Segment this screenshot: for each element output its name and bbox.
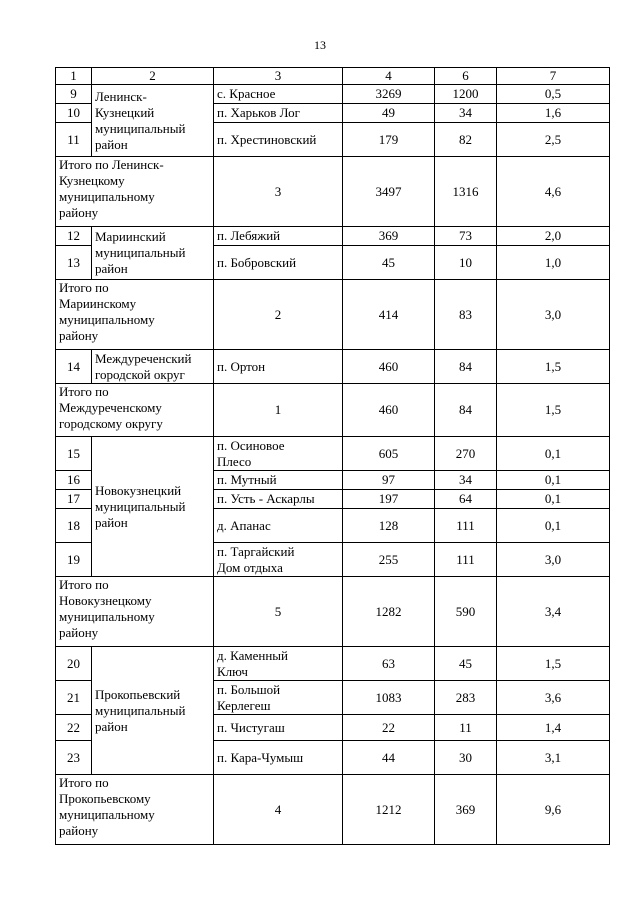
place-name: д. Апанас	[214, 509, 343, 543]
total-count: 1	[214, 384, 343, 437]
total-row	[56, 775, 610, 845]
total-col4: 3497	[343, 157, 435, 227]
col7-value: 1,4	[497, 715, 610, 741]
table-body	[56, 68, 610, 845]
place-name: п. Бобровский	[214, 246, 343, 280]
total-row	[56, 157, 610, 227]
total-row	[56, 384, 610, 437]
col7-value: 0,1	[497, 490, 610, 509]
place-name: п. Кара-Чумыш	[214, 741, 343, 775]
row-number: 10	[56, 104, 92, 123]
settlements-table	[55, 67, 610, 845]
row-number: 11	[56, 123, 92, 157]
col7-value: 1,6	[497, 104, 610, 123]
row-number: 14	[56, 350, 92, 384]
place-name: п. Большой Керлегеш	[214, 681, 343, 715]
row-number: 19	[56, 543, 92, 577]
header-cell: 3	[214, 68, 343, 85]
table-row	[56, 437, 610, 471]
row-number: 20	[56, 647, 92, 681]
table-row	[56, 227, 610, 246]
total-col7: 3,0	[497, 280, 610, 350]
col4-value: 45	[343, 246, 435, 280]
col6-value: 11	[435, 715, 497, 741]
row-number: 21	[56, 681, 92, 715]
col6-value: 84	[435, 350, 497, 384]
header-row	[56, 68, 610, 85]
col4-value: 63	[343, 647, 435, 681]
total-col6: 1316	[435, 157, 497, 227]
total-col7: 9,6	[497, 775, 610, 845]
col6-value: 10	[435, 246, 497, 280]
place-name: п. Чистугаш	[214, 715, 343, 741]
total-col7: 3,4	[497, 577, 610, 647]
total-count: 5	[214, 577, 343, 647]
district-name: Междуреченский городской округ	[92, 350, 214, 384]
row-number: 16	[56, 471, 92, 490]
col7-value: 3,6	[497, 681, 610, 715]
col7-value: 0,1	[497, 509, 610, 543]
total-col6: 83	[435, 280, 497, 350]
col7-value: 0,1	[497, 437, 610, 471]
district-name: Новокузнецкий муниципальный район	[92, 437, 214, 577]
row-number: 23	[56, 741, 92, 775]
col7-value: 1,5	[497, 350, 610, 384]
col4-value: 3269	[343, 85, 435, 104]
header-cell: 6	[435, 68, 497, 85]
col4-value: 179	[343, 123, 435, 157]
col4-value: 197	[343, 490, 435, 509]
total-count: 4	[214, 775, 343, 845]
place-name: п. Ортон	[214, 350, 343, 384]
col4-value: 22	[343, 715, 435, 741]
col7-value: 0,1	[497, 471, 610, 490]
total-label: Итого по Ленинск- Кузнецкому муниципальному району	[56, 157, 214, 227]
col6-value: 111	[435, 509, 497, 543]
total-col4: 460	[343, 384, 435, 437]
row-number: 9	[56, 85, 92, 104]
col6-value: 73	[435, 227, 497, 246]
col6-value: 64	[435, 490, 497, 509]
col6-value: 283	[435, 681, 497, 715]
total-col6: 369	[435, 775, 497, 845]
header-cell: 1	[56, 68, 92, 85]
col6-value: 45	[435, 647, 497, 681]
col6-value: 82	[435, 123, 497, 157]
col4-value: 255	[343, 543, 435, 577]
col7-value: 2,5	[497, 123, 610, 157]
col6-value: 111	[435, 543, 497, 577]
header-cell: 4	[343, 68, 435, 85]
total-col6: 590	[435, 577, 497, 647]
place-name: д. Каменный Ключ	[214, 647, 343, 681]
row-number: 18	[56, 509, 92, 543]
place-name: п. Таргайский Дом отдыха	[214, 543, 343, 577]
col4-value: 1083	[343, 681, 435, 715]
row-number: 17	[56, 490, 92, 509]
total-col7: 1,5	[497, 384, 610, 437]
page-number: 13	[314, 38, 326, 52]
row-number: 13	[56, 246, 92, 280]
col7-value: 1,5	[497, 647, 610, 681]
total-label: Итого по Мариинскому муниципальному району	[56, 280, 214, 350]
col6-value: 30	[435, 741, 497, 775]
col6-value: 1200	[435, 85, 497, 104]
total-label: Итого по Прокопьевскому муниципальному району	[56, 775, 214, 845]
total-row	[56, 577, 610, 647]
header-cell: 2	[92, 68, 214, 85]
total-label: Итого по Междуреченскому городскому округу	[56, 384, 214, 437]
district-name: Мариинский муниципальный район	[92, 227, 214, 280]
table-row	[56, 85, 610, 104]
row-number: 22	[56, 715, 92, 741]
place-name: п. Лебяжий	[214, 227, 343, 246]
row-number: 12	[56, 227, 92, 246]
total-col4: 414	[343, 280, 435, 350]
row-number: 15	[56, 437, 92, 471]
col4-value: 97	[343, 471, 435, 490]
total-count: 3	[214, 157, 343, 227]
col7-value: 2,0	[497, 227, 610, 246]
place-name: п. Хрестиновский	[214, 123, 343, 157]
table-row	[56, 350, 610, 384]
col4-value: 44	[343, 741, 435, 775]
total-col4: 1282	[343, 577, 435, 647]
col4-value: 605	[343, 437, 435, 471]
place-name: п. Усть - Аскарлы	[214, 490, 343, 509]
place-name: с. Красное	[214, 85, 343, 104]
col6-value: 34	[435, 471, 497, 490]
col4-value: 460	[343, 350, 435, 384]
col7-value: 0,5	[497, 85, 610, 104]
table-row	[56, 647, 610, 681]
col7-value: 1,0	[497, 246, 610, 280]
total-row	[56, 280, 610, 350]
total-col7: 4,6	[497, 157, 610, 227]
col6-value: 34	[435, 104, 497, 123]
district-name: Прокопьевский муниципальный район	[92, 647, 214, 775]
col6-value: 270	[435, 437, 497, 471]
col7-value: 3,0	[497, 543, 610, 577]
header-cell: 7	[497, 68, 610, 85]
place-name: п. Харьков Лог	[214, 104, 343, 123]
place-name: п. Мутный	[214, 471, 343, 490]
total-col6: 84	[435, 384, 497, 437]
total-label: Итого по Новокузнецкому муниципальному району	[56, 577, 214, 647]
total-col4: 1212	[343, 775, 435, 845]
col4-value: 369	[343, 227, 435, 246]
col7-value: 3,1	[497, 741, 610, 775]
place-name: п. Осиновое Плесо	[214, 437, 343, 471]
district-name: Ленинск- Кузнецкий муниципальный район	[92, 85, 214, 157]
col4-value: 128	[343, 509, 435, 543]
col4-value: 49	[343, 104, 435, 123]
total-count: 2	[214, 280, 343, 350]
